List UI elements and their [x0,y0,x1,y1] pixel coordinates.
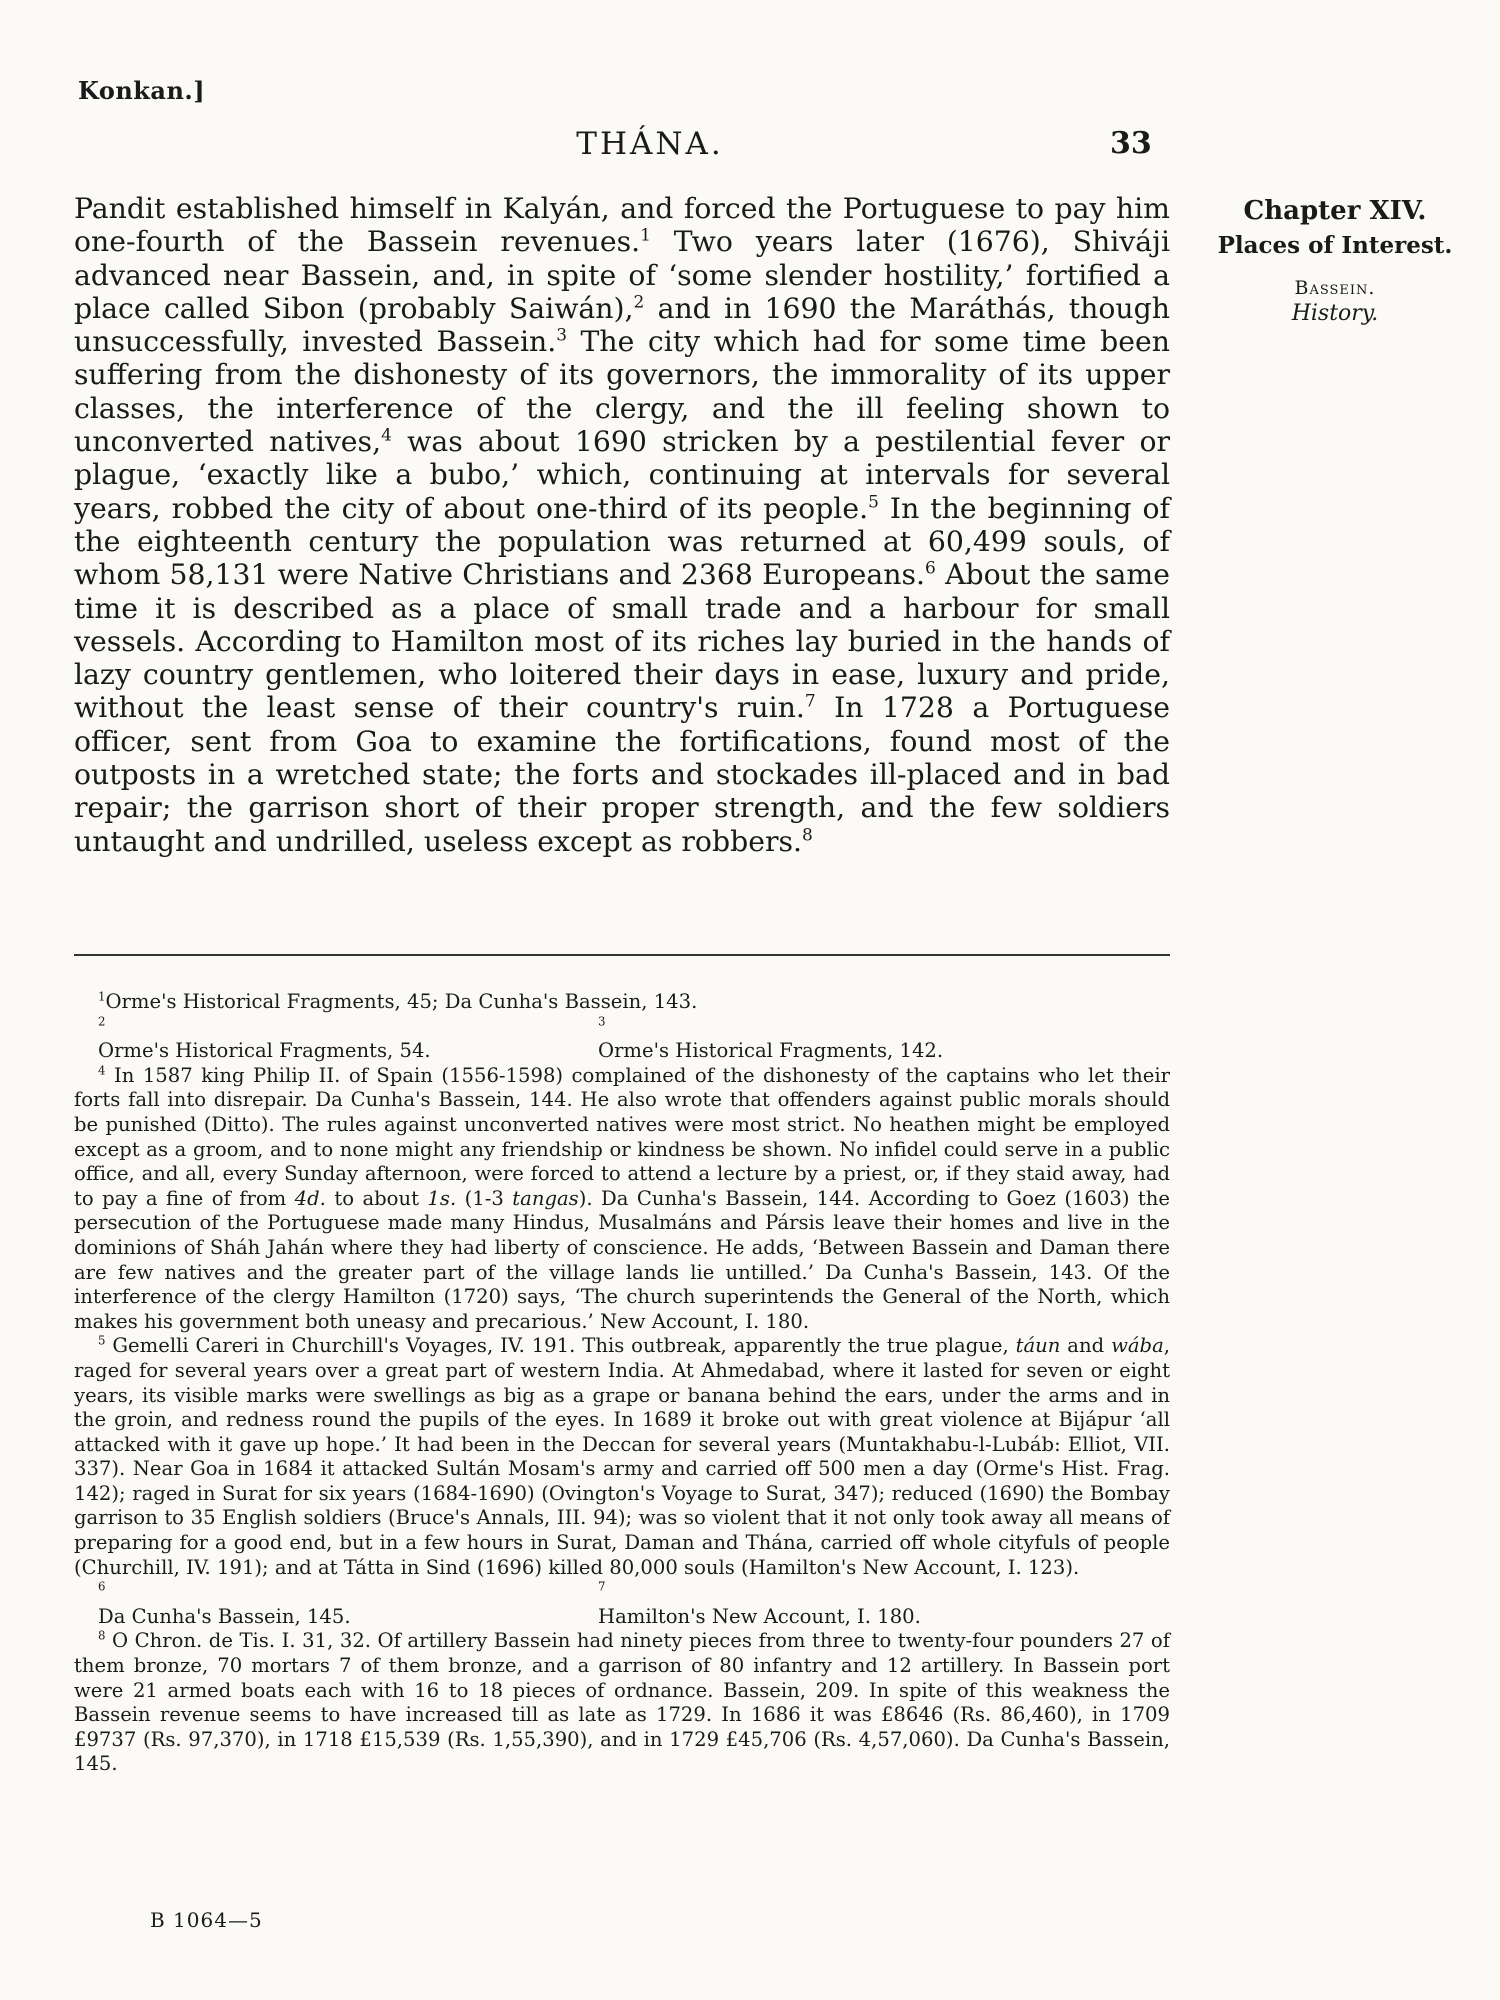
footnote-2 [98,1015,598,1064]
footnote-6 [98,1580,598,1629]
margin-chapter: Chapter XIV. [1243,196,1427,226]
footnote-italic: tangas [512,1186,579,1210]
text-segment: was about 1690 stricken by a pestilential fever or plague, ‘exactly like a bubo,’ which, continuing at intervals for several years, robbed the city of about one-third of its people. [74,425,1171,525]
footnote-text: Orme's Historical Fragments, 45; Da Cunha's Bassein, 143. [105,990,698,1013]
footnote-1 [74,990,1170,1015]
footnote-ref: 7 [804,692,816,713]
margin-section: Places of Interest. [1217,232,1453,259]
footnote-italic: 1s. [427,1186,457,1210]
footnote-ref: 1 [640,225,651,246]
footnote-ref: 8 [801,825,813,846]
main-paragraph [74,192,1170,858]
footnote-7 [598,1580,921,1629]
footnote-ref: 4 [381,425,392,446]
footnote-ref: 3 [556,325,568,346]
footnote-text: Orme's Historical Fragments, 142. [598,1039,944,1063]
footnote-text: Gemelli Careri in Churchill's Voyages, IV. 191. This outbreak, apparently the true plague, [112,1334,1016,1358]
footnote-divider [74,954,1170,956]
footnote-ref: 5 [868,492,879,513]
footnote-text: and [1060,1334,1112,1358]
page-title: THÁNA. [576,126,724,162]
footnote-number: 8 [98,1628,106,1643]
margin-notes [1190,196,1480,326]
footnote-number: 7 [598,1579,606,1594]
text-segment: About the same time it is described as a place of small trade and a harbour for small vessels. According to Hamilton most of its riches lay buried in the hands of lazy country gentlemen, who loitered their days in ease, luxury and pride, without the least sense of their country's ruin. [74,558,1170,725]
running-header-left: Konkan.] [78,76,206,105]
footnote-text: , raged for several years over a great part of western India. At Ahmedabad, where it lasted for seven or eight years, its visible marks were swellings as big as a grape or banana behind the ears, under the arms and in the groin, and redness round the pupils of the eyes. In 1689 it broke out with great violence at Bijápur ‘all attacked with it gave up hope.’ It had been in the Deccan for several years (Muntakhabu-l-Lubáb: Elliot, VII. 337). Near Goa in 1684 it attacked Sultán Mosam's army and carried off 500 men a day (Orme's Hist. Frag. 142); raged in Surat for six years (1684-1690) (Ovington's Voyage to Surat, 347); reduced (1690) the Bombay garrison to 35 English soldiers (Bruce's Annals, III. 94); was so violent that it not only took away all means of preparing for a good end, but in a few hours in Surat, Daman and Thána, carried off whole cityfuls of people (Churchill, IV. 191); and at Tátta in Sind (1696) killed 80,000 souls (Hamilton's New Account, I. 123). [74,1334,1170,1579]
footnote-text: O Chron. de Tis. I. 31, 32. Of artillery Bassein had ninety pieces from three to twenty-four pounders 27 of them bronze, 70 mortars 7 of them bronze, and a garrison of 80 infantry and 12 artillery. In Bassein port were 21 armed boats each with 16 to 18 pieces of ordnance. Bassein, 209. In spite of this weakness the Bassein revenue seems to have increased till as late as 1729. In 1686 it was £8646 (Rs. 86,460), in 1709 £9737 (Rs. 97,370), in 1718 £15,539 (Rs. 1,55,390), and in 1729 £45,706 (Rs. 4,57,060). Da Cunha's Bassein, 145. [74,1629,1170,1776]
footnote-number: 5 [98,1333,106,1348]
footnote-text: In 1587 king Philip II. of Spain (1556-1598) complained of the dishonesty of the captains who let their forts fall into disrepair. Da Cunha's Bassein, 144. He also wrote that offenders against public morals should be punished (Ditto). The rules against unconverted natives were most strict. No heathen might be employed except as a groom, and to none might any friendship or kindness be shown. No infidel could serve in a public office, and all, every Sunday afternoon, were forced to attend a lecture by a priest, or, if they staid away, had to pay a fine of from [74,1063,1170,1210]
text-segment: The city which had for some time been suffering from the dishonesty of its governors, the immorality of its upper classes, the interference of the clergy, and the ill feeling shown to unconverted natives, [74,325,1171,459]
text-segment: Pandit established himself in Kalyán, and forced the Portuguese to pay him one-fourth of the Bassein revenues. [74,192,1170,259]
footnote-6-7 [74,1580,1170,1629]
footnote-number: 2 [98,1014,106,1029]
footnote-5 [74,1334,1170,1580]
footnote-2-3 [74,1015,1170,1064]
footnote-8 [74,1629,1170,1777]
footnote-ref: 6 [925,558,936,579]
footnote-text: Da Cunha's Bassein, 145. [98,1604,351,1628]
text-segment: In 1728 a Portuguese officer, sent from Goa to examine the fortifications, found most of the outposts in a wretched state; the forts and stockades ill-placed and in bad repair; the garrison short of their proper strength, and the few soldiers untaught and undrilled, useless except as robbers. [74,691,1171,858]
text-segment: and in 1690 the Maráthás, though unsuccessfully, invested Bassein. [74,291,1170,359]
footnote-italic: táun [1015,1334,1061,1358]
footnote-text: Orme's Historical Fragments, 54. [98,1039,431,1063]
page-number: 33 [1110,126,1152,161]
footnote-text: to about [325,1186,428,1210]
footnote-number: 1 [98,989,106,1004]
text-segment: Two years later (1676), Shiváji advanced near Bassein, and, in spite of ‘some slender hostility,’ fortified a place called Sibon (probably Saiwán), [74,225,1170,325]
printer-signature: B 1064—5 [150,1908,263,1932]
footnote-text: ). Da Cunha's Bassein, 144. According to Goez (1603) the persecution of the Portuguese made many Hindus, Musalmáns and Pársis leave their homes and live in the dominions of Sháh Jahán where they had liberty of conscience. He adds, ‘Between Bassein and Daman there are few natives and the greater part of the village lands lie untilled.’ Da Cunha's Bassein, 143. Of the interference of the clergy Hamilton (1720) says, ‘The church superintends the General of the North, which makes his government both uneasy and precarious.’ New Account, I. 180. [74,1186,1171,1333]
footnote-italic: 4d. [294,1186,326,1210]
margin-place: Bassein. [1294,277,1376,299]
footnote-4 [74,1064,1170,1335]
footnote-number: 4 [98,1063,106,1078]
text-segment: In the beginning of the eighteenth century the population was returned at 60,499 souls, of whom 58,131 were Native Christians and 2368 Europeans. [74,491,1171,592]
footnote-3 [598,1015,943,1064]
margin-subsection: History. [1291,301,1379,326]
footnote-text: (1-3 [456,1186,513,1210]
footnote-number: 3 [598,1014,606,1029]
footnote-ref: 2 [633,292,645,313]
footnotes [74,990,1170,1777]
footnote-text: Hamilton's New Account, I. 180. [598,1604,921,1628]
footnote-italic: wába [1111,1334,1164,1358]
footnote-number: 6 [98,1579,106,1594]
